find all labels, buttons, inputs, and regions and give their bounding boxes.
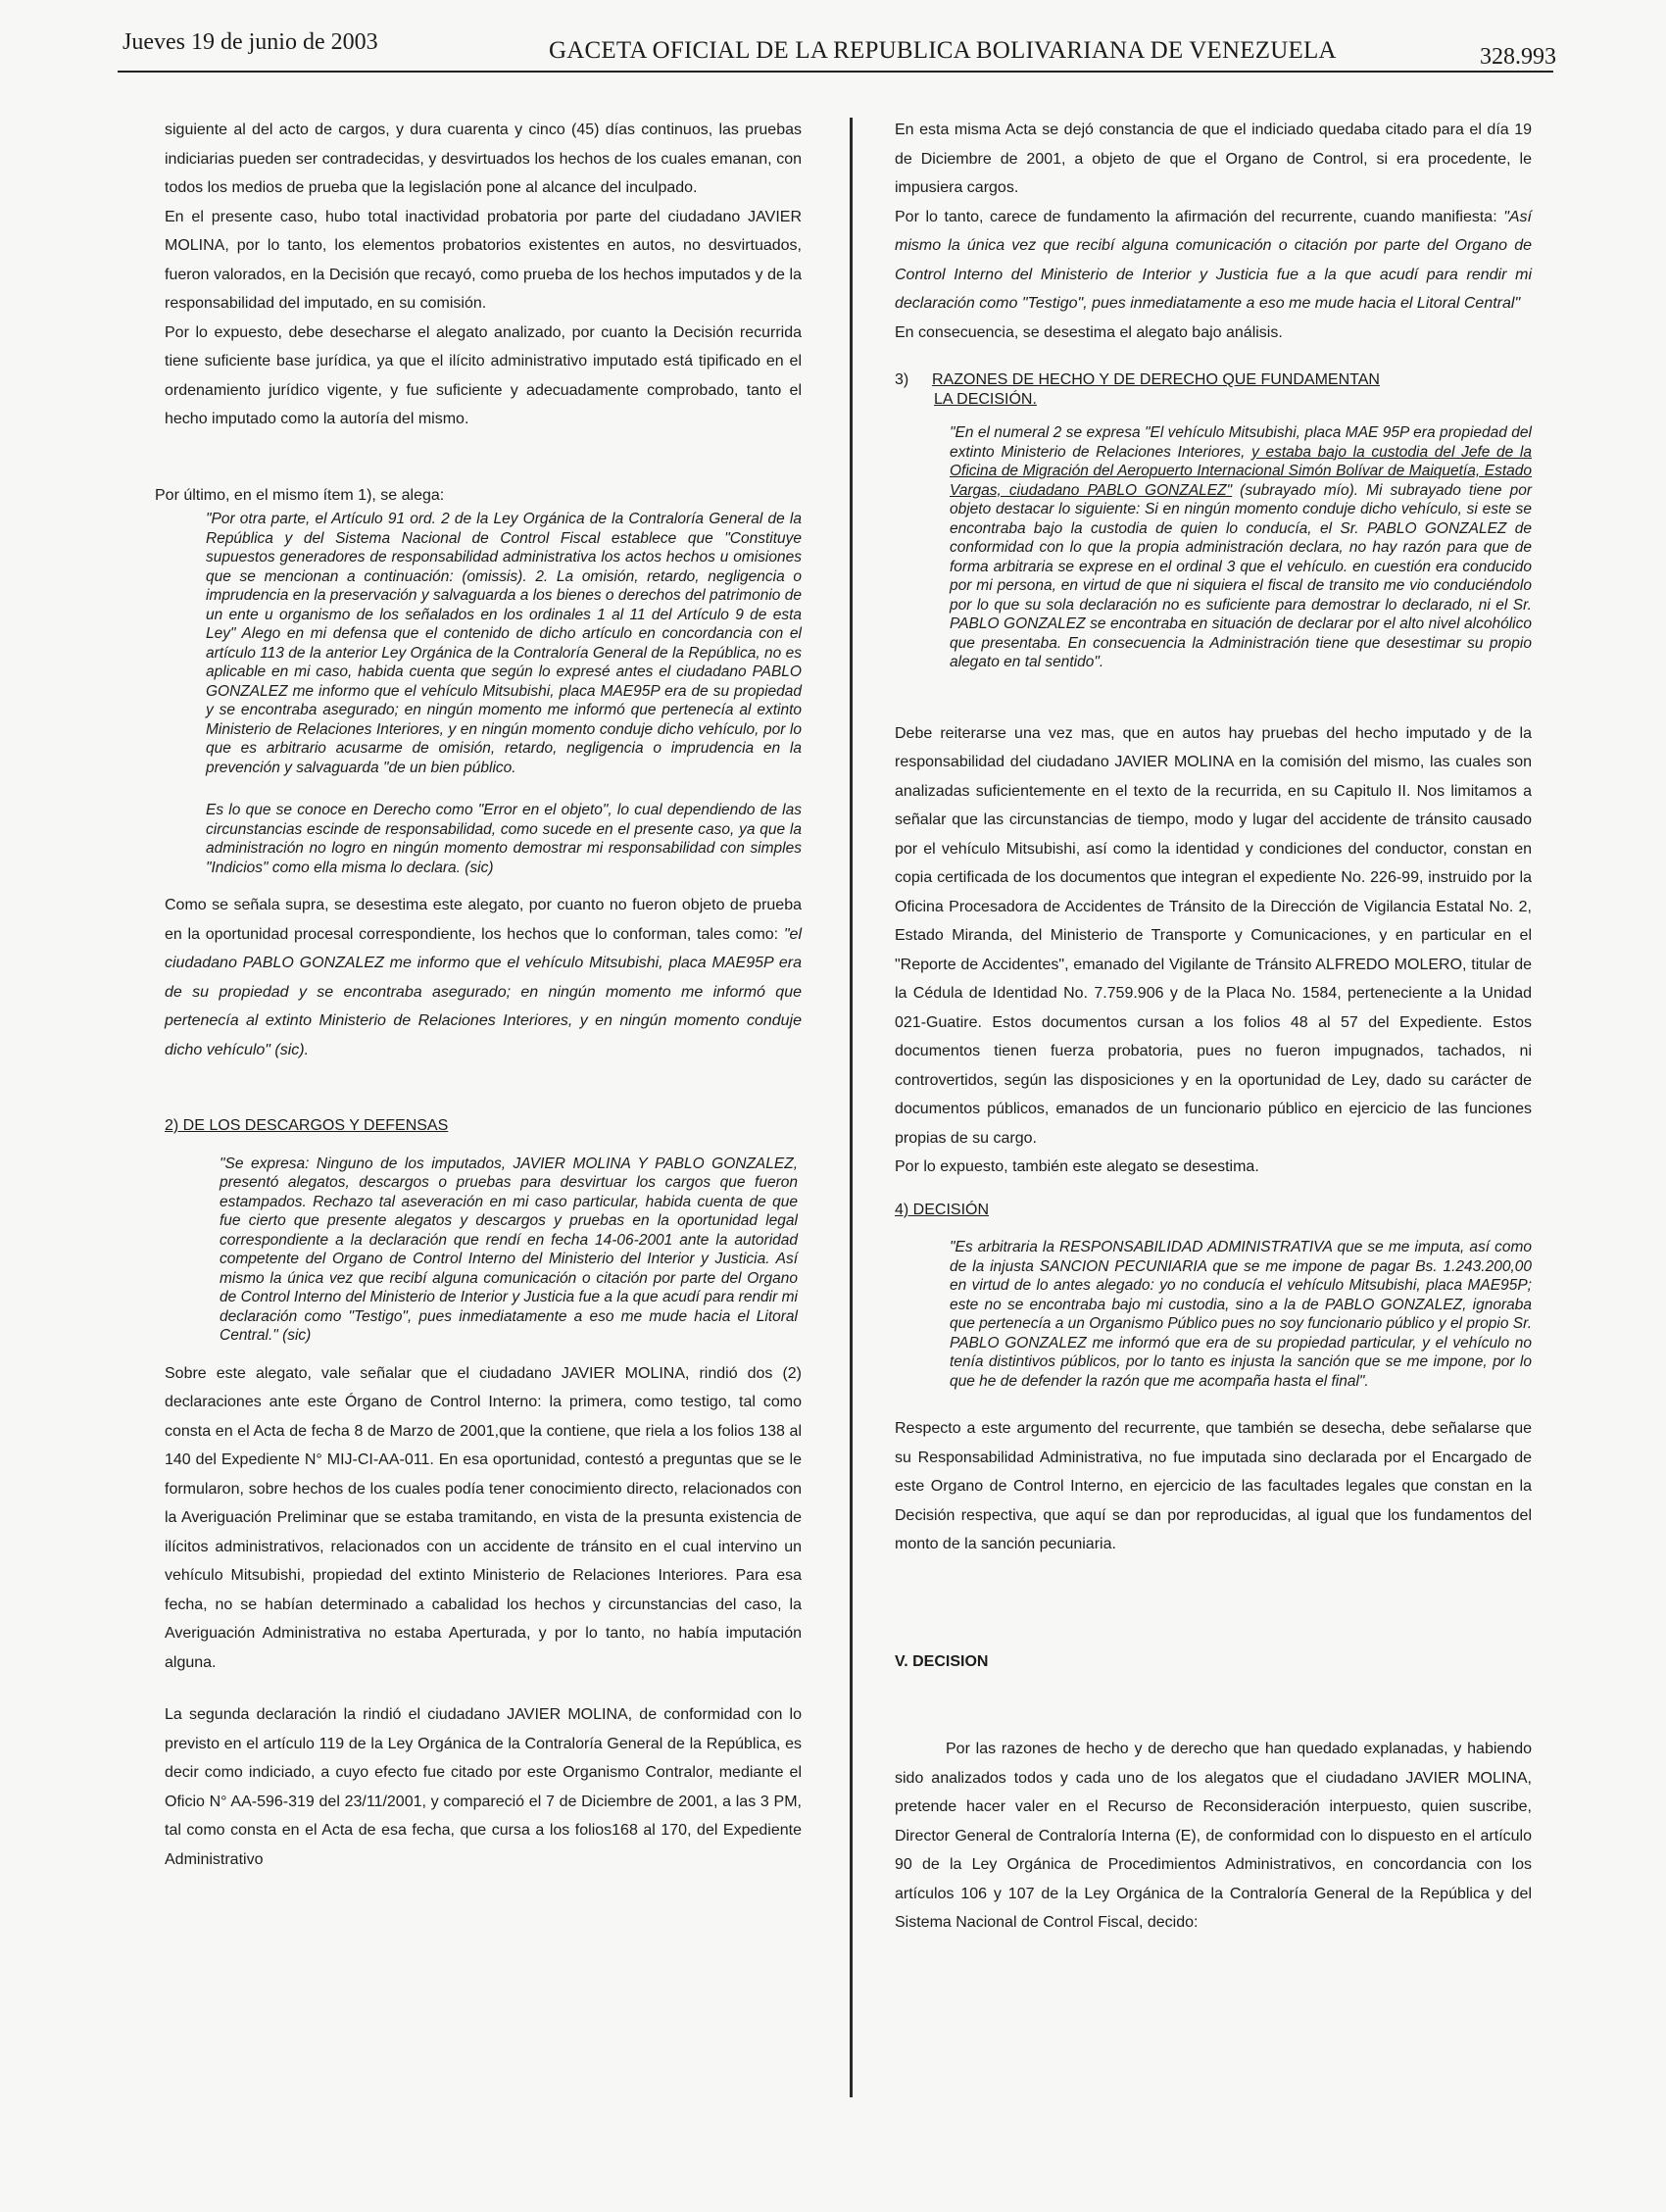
right-paragraph-3: En consecuencia, se desestima el alegato bajo análisis. (895, 323, 1283, 341)
right-quote-2: "Es arbitraria la RESPONSABILIDAD ADMINISTRATIVA que se me imputa, así como de la injusta SANCION PECUNIARIA que se me impone de pagar Bs. 1.243.200,00 en virtud de lo antes alegado: yo no conducía el vehículo Mitsubishi, placa MAE95P; este no se encontraba bajo mi custodia, sino a la de PABLO GONZALEZ, ignoraba que pertenecía a un Organismo Público pues no soy funcionario público y el propio Sr. PABLO GONZALEZ me informó que era de su propiedad particular, y el vehículo no tenía distintivos públicos, por lo tanto es injusta la sanción que se me impone, por lo que he de defender la razón que me acompaña hasta el final". (950, 1239, 1532, 1390)
left-paragraph-3: Por lo expuesto, debe desecharse el alegato analizado, por cuanto la Decisión recurrida tiene suficiente base jurídica, ya que el ilícito administrativo imputado está tipificado en el ordenamiento jurídico vigente, y fue suficiente y adecuadamente comprobado, tanto el hecho imputado como la autoría del mismo. (165, 323, 802, 427)
right-paragraph-7: Por las razones de hecho y de derecho que han quedado explanadas, y habiendo sido analizados todos y cada uno de los alegatos que el ciudadano JAVIER MOLINA, pretende hacer valer en el Recurso de Reconsideración interpuesto, quien suscribe, Director General de Contraloría Interna (E), de conformidad con lo dispuesto en el artículo 90 de la Ley Orgánica de Procedimientos Administrativos, en concordancia con los artículos 106 y 107 de la Ley Orgánica de la Contraloría General de la República y del Sistema Nacional de Control Fiscal, decido: (895, 1741, 1532, 1931)
section-3-number: 3) (895, 371, 909, 388)
left-paragraph-1: siguiente al del acto de cargos, y dura cuarenta y cinco (45) días continuos, las pruebas indiciarias pueden ser contradecidas, y desvirtuados los hechos de los cuales emanan, con todos los medios de prueba que la legislación pone al alcance del inculpado. (165, 122, 802, 196)
left-paragraph-2: En el presente caso, hubo total inactividad probatoria por parte del ciudadano JAVIER MOLINA, por lo tanto, los elementos probatorios existentes en autos, no desvirtuados, fueron valorados, en la Decisión que recayó, como prueba de los hechos imputados y de la responsabilidad del imputado, en su comisión. (165, 208, 802, 312)
right-paragraph-6: Respecto a este argumento del recurrente, que también se desecha, debe señalarse que su Responsabilidad Administrativa, no fue imputada sino declarada por el Encargado de este Organo de Control Interno, en ejercicio de las facultades legales que constan en la Decisión respectiva, que aquí se dan por reproducidas, al igual que los fundamentos del monto de la sanción pecuniaria. (895, 1420, 1532, 1552)
right-paragraph-2-text: Por lo tanto, carece de fundamento la afirmación del recurrente, cuando manifiesta: (895, 208, 1504, 225)
right-quote-1-end: (subrayado mío). Mi subrayado tiene por objeto destacar lo siguiente: Si en ningún momento conduje dicho vehículo, si este se encontraba bajo la custodia de quien lo conducía, el Sr. PABLO GONZALEZ de conformidad con lo que la propia administración declara, no hay razón para que de forma arbitraria se exprese en el ordinal 3 que el vehículo. en cuestión era conducido por mi persona, en virtud de que ni siquiera el fiscal de transito me vio conduciéndolo por lo que su sola declaración no es suficiente para demostrar lo declarado, ni el Sr. PABLO GONZALEZ se encontraba en situación de declarar por el alto nivel alcohólico que presentaba. En consecuencia la Administración tiene que desestimar su propio alegato en tal sentido". (950, 481, 1532, 670)
right-paragraph-1: En esta misma Acta se dejó constancia de que el indiciado quedaba citado para el día 19 de Diciembre de 2001, a objeto de que el Organo de Control, si era procedente, le impusiera cargos. (895, 122, 1532, 196)
right-quote-1-underlined: y estaba bajo la custodia del Jefe de la Oficina de Migración del Aeropuerto Internacional Simón Bolívar de Maiquetía, Estado Vargas, ciudadano PABLO GONZALEZ" (950, 443, 1532, 499)
header-title: GACETA OFICIAL DE LA REPUBLICA BOLIVARIANA DE VENEZUELA (549, 37, 1337, 64)
section-3-heading (895, 370, 1532, 410)
right-quote-1 (950, 423, 1532, 672)
right-column (895, 116, 1532, 1938)
section-2-heading: 2) DE LOS DESCARGOS Y DEFENSAS (165, 1117, 449, 1134)
header-rule (118, 71, 1553, 73)
left-paragraph-5-quote: "el ciudadano PABLO GONZALEZ me informo que el vehículo Mitsubishi, placa MAE95P era de su propiedad y se encontraba asegurado; en ningún momento me informó que pertenecía al extinto Ministerio de Relaciones Interiores, y en ningún momento conduje dicho vehículo" (sic). (165, 925, 802, 1058)
left-paragraph-5-text: Como se señala supra, se desestima este alegato, por cuanto no fueron objeto de prueba en la oportunidad procesal correspondiente, los hechos que lo conforman, tales como: (165, 897, 802, 943)
left-quote-2: Es lo que se conoce en Derecho como "Error en el objeto", lo cual dependiendo de las circunstancias escinde de responsabilidad, como sucede en el presente caso, ya que la administración no logro en ningún momento demostrar mi responsabilidad con simples "Indicios" como ella misma lo declara. (sic) (206, 802, 802, 876)
section-3-title-line-1: RAZONES DE HECHO Y DE DERECHO QUE FUNDAMENTAN (932, 371, 1380, 388)
left-column (155, 116, 802, 1874)
right-paragraph-2-quote: "Así mismo la única vez que recibí alguna comunicación o citación por parte del Organo de Control Interno del Ministerio de Interior y Justicia fue a la que acudí para rendir mi declaración como "Testigo", pues inmediatamente a eso me mude hacia el Litoral Central" (895, 208, 1532, 312)
right-paragraph-4: Debe reiterarse una vez mas, que en autos hay pruebas del hecho imputado y de la responsabilidad del ciudadano JAVIER MOLINA en la comisión del mismo, las cuales son analizadas suficientemente en el texto de la recurrida, en su Capitulo II. Nos limitamos a señalar que las circunstancias de tiempo, modo y lugar del accidente de tránsito causado por el vehículo Mitsubishi, así como la identidad y condiciones del conductor, constan en copia certificada de los documentos que integran el expediente No. 226-99, instruido por la Oficina Procesadora de Accidentes de Tránsito de la Dirección de Vigilancia Estatal No. 2, Estado Miranda, del Ministerio de Transporte y Comunicaciones, y en particular en el "Reporte de Accidentes", emanado del Vigilante de Tránsito ALFREDO MOLERO, titular de la Cédula de Identidad No. 7.759.906 y de la Placa No. 1584, perteneciente a la Unidad 021-Guatire. Estos documentos cursan a los folios 48 al 57 del Expediente. Estos documentos tienen fuerza probatoria, pues no fueron impugnados, tachados, ni controvertidos, según las disposiciones y en la oportunidad de Ley, dado su carácter de documentos públicos, emanados de un funcionario público en ejercicio de las funciones propias de su cargo. (895, 724, 1532, 1147)
header-page-number: 328.993 (1480, 44, 1556, 70)
left-paragraph-4: Por último, en el mismo ítem 1), se alega: (155, 486, 445, 504)
column-divider (850, 118, 853, 2097)
page-header (0, 0, 1666, 74)
section-4-heading: 4) DECISIÓN (895, 1201, 990, 1218)
section-3-title-line-2: LA DECISIÓN. (934, 391, 1037, 408)
right-paragraph-5: Por lo expuesto, también este alegato se desestima. (895, 1158, 1259, 1175)
left-quote-3: "Se expresa: Ninguno de los imputados, JAVIER MOLINA Y PABLO GONZALEZ, presentó alegatos, descargos o pruebas para desvirtuar los cargos que fueron estampados. Rechazo tal aseveración en mi caso particular, habida cuenta de que fue cierto que presente alegatos y descargos y pruebas en la oportunidad legal correspondiente a la declaración que rendí en fecha 14-06-2001 ante la autoridad competente del Organo de Control Interno del Ministerio del Interior y Justicia. Así mismo la única vez que recibí alguna comunicación o citación por parte del Organo de Control Interno del Ministerio de Interior y Justicia fue a la que acudí para rendir mi declaración como "Testigo", pues inmediatamente a eso me mude hacia el Litoral Central." (sic) (220, 1155, 798, 1344)
right-quote-1-start: "En el numeral 2 se expresa "El vehículo Mitsubishi, placa MAE 95P era propiedad del extinto Ministerio de Relaciones Interiores, (950, 424, 1532, 461)
left-paragraph-6: Sobre este alegato, vale señalar que el ciudadano JAVIER MOLINA, rindió dos (2) declaraciones ante este Órgano de Control Interno: la primera, como testigo, tal como consta en el Acta de fecha 8 de Marzo de 2001,que la contiene, que riela a los folios 138 al 140 del Expediente N° MIJ-CI-AA-011. En esa oportunidad, contestó a preguntas que se le formularon, sobre hechos de los cuales podía tener conocimiento directo, relacionados con la Averiguación Preliminar que se estaba tramitando, en vista de la presunta existencia de ilícitos administrativos, relacionados con un accidente de tránsito en el cual intervino un vehículo Mitsubishi, propiedad del extinto Ministerio de Relaciones Interiores. Para esa fecha, no se habían determinado a cabalidad los hechos y circunstancias del caso, la Averiguación Administrativa no estaba Aperturada, y por lo tanto, no había imputación alguna. (165, 1364, 802, 1671)
left-quote-1: "Por otra parte, el Artículo 91 ord. 2 de la Ley Orgánica de la Contraloría General de la República y del Sistema Nacional de Control Fiscal establece que "Constituye supuestos generadores de responsabilidad administrativa los actos hechos u omisiones que se mencionan a continuación: (omissis). 2. La omisión, retardo, negligencia o imprudencia en la preservación y salvaguarda a los bienes o derechos del patrimonio de un ente u organismo de los señalados en los ordinales 1 al 11 del Artículo 9 de esta Ley" Alego en mi defensa que el contenido de dicho artículo en concordancia con el artículo 113 de la anterior Ley Orgánica de la Contraloría General de la República, no es aplicable en mi caso, habida cuenta que según lo expresé antes el ciudadano PABLO GONZALEZ me informo que el vehículo Mitsubishi, placa MAE95P era de su propiedad y se encontraba asegurado; en ningún momento me informó que pertenecía al extinto Ministerio de Relaciones Interiores, y en ningún momento conduje dicho vehículo, por lo que es arbitrario acusarme de omisión, retardo, negligencia o imprudencia en la prevención y salvaguarda "de un bien público. (206, 511, 802, 776)
left-paragraph-5 (165, 891, 802, 1064)
left-paragraph-7: La segunda declaración la rindió el ciudadano JAVIER MOLINA, de conformidad con lo previsto en el artículo 119 de la Ley Orgánica de la Contraloría General de la República, es decir como indiciado, a cuyo efecto fue citado por este Organismo Contralor, mediante el Oficio N° AA-596-319 del 23/11/2001, y compareció el 7 de Diciembre de 2001, a las 3 PM, tal como consta en el Acta de esa fecha, que cursa a los folios168 al 170, del Expediente Administrativo (165, 1706, 802, 1868)
right-paragraph-2 (895, 203, 1532, 319)
header-date: Jueves 19 de junio de 2003 (122, 29, 378, 55)
section-5-heading: V. DECISION (895, 1652, 989, 1670)
